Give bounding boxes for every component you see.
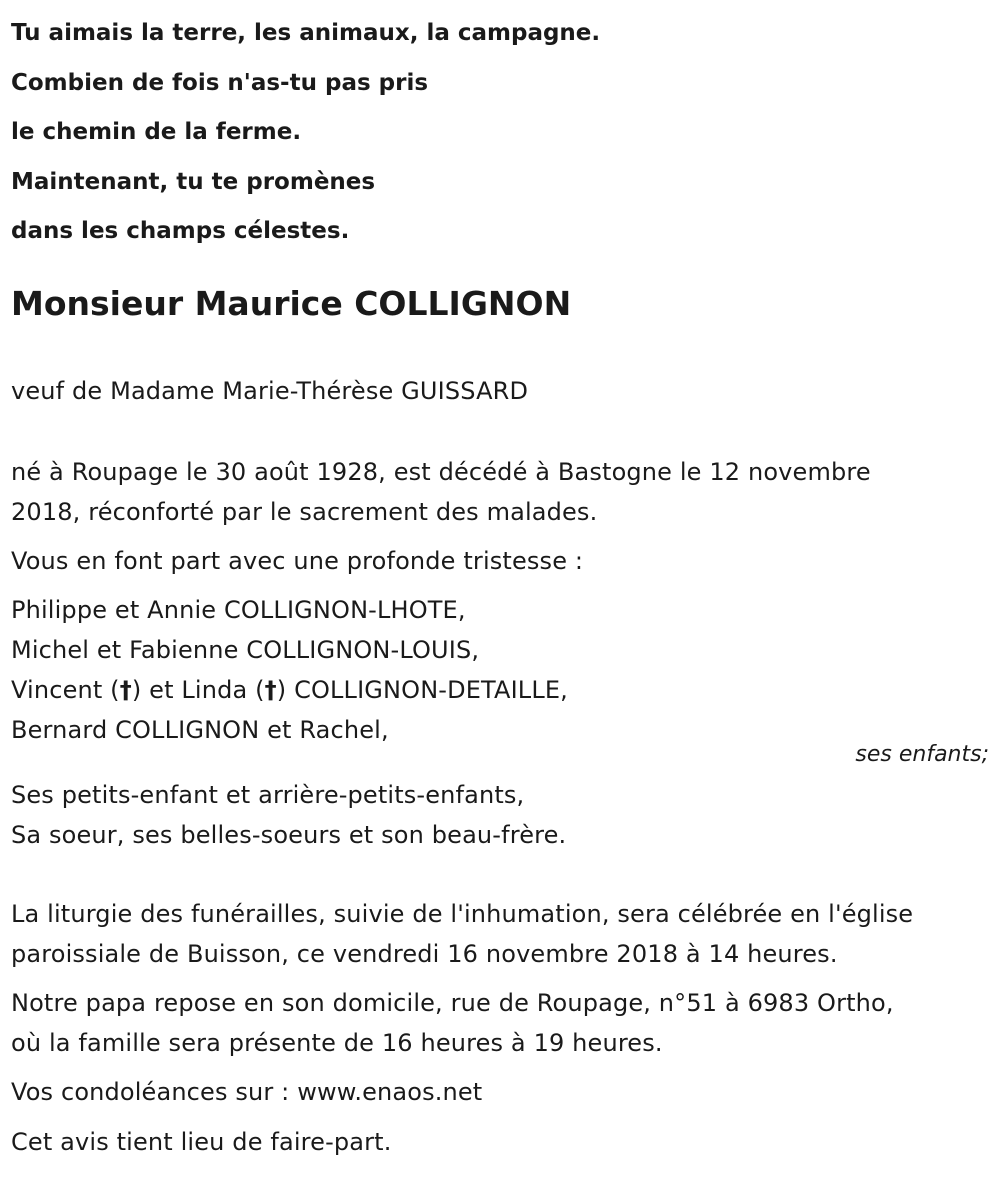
deceased-name: Monsieur Maurice COLLIGNON — [11, 284, 572, 323]
condolences — [11, 1072, 482, 1112]
family-list — [11, 775, 566, 855]
birth-death-line: né à Roupage le 30 août 1928, est décédé à Bastogne le 12 novembre — [11, 458, 871, 486]
child-couple-bernard: Bernard COLLIGNON et Rachel, — [11, 716, 389, 744]
children-role: ses enfants; — [855, 742, 989, 767]
poem-line: Tu aimais la terre, les animaux, la campagne. — [11, 20, 601, 46]
cross-icon: † — [264, 676, 277, 704]
poem-line: le chemin de la ferme. — [11, 119, 302, 145]
widower-of-text: veuf de Madame Marie-Thérèse GUISSARD — [11, 377, 529, 405]
rest-line: Notre papa repose en son domicile, rue de Roupage, n°51 à 6983 Ortho, — [11, 989, 894, 1017]
announcement-intro — [11, 541, 583, 581]
child-text: ) COLLIGNON-DETAILLE, — [276, 676, 568, 704]
notice — [11, 1122, 391, 1162]
child-couple-michel: Michel et Fabienne COLLIGNON-LOUIS, — [11, 636, 480, 664]
obituary-notice — [11, 0, 991, 1156]
children-list — [11, 590, 568, 750]
widower-of — [11, 371, 528, 411]
liturgy-line: paroissiale de Buisson, ce vendredi 16 novembre 2018 à 14 heures. — [11, 940, 838, 968]
child-text: ) et Linda ( — [131, 676, 265, 704]
liturgy-line: La liturgie des funérailles, suivie de l'inhumation, sera célébrée en l'église — [11, 900, 914, 928]
child-text: Vincent ( — [11, 676, 120, 704]
poem-line: Combien de fois n'as-tu pas pris — [11, 69, 429, 96]
birth-death-paragraph — [11, 452, 871, 532]
liturgy-paragraph — [11, 894, 913, 974]
child-couple-vincent — [11, 670, 568, 710]
condolences-text: Vos condoléances sur : www.enaos.net — [11, 1078, 483, 1106]
rest-line: où la famille sera présente de 16 heures à 19 heures. — [11, 1029, 663, 1057]
poem-line: Maintenant, tu te promènes — [11, 168, 376, 195]
poem — [11, 0, 991, 257]
announcement-intro-text: Vous en font part avec une profonde tristesse : — [11, 547, 584, 575]
notice-text: Cet avis tient lieu de faire-part. — [11, 1128, 392, 1156]
family-line: Sa soeur, ses belles-soeurs et son beau-frère. — [11, 821, 567, 849]
family-line: Ses petits-enfant et arrière-petits-enfants, — [11, 781, 525, 809]
poem-line: dans les champs célestes. — [11, 218, 350, 244]
rest-paragraph — [11, 983, 894, 1063]
child-couple-philippe: Philippe et Annie COLLIGNON-LHOTE, — [11, 596, 466, 624]
cross-icon: † — [119, 676, 132, 704]
birth-death-line: 2018, réconforté par le sacrement des malades. — [11, 498, 598, 526]
